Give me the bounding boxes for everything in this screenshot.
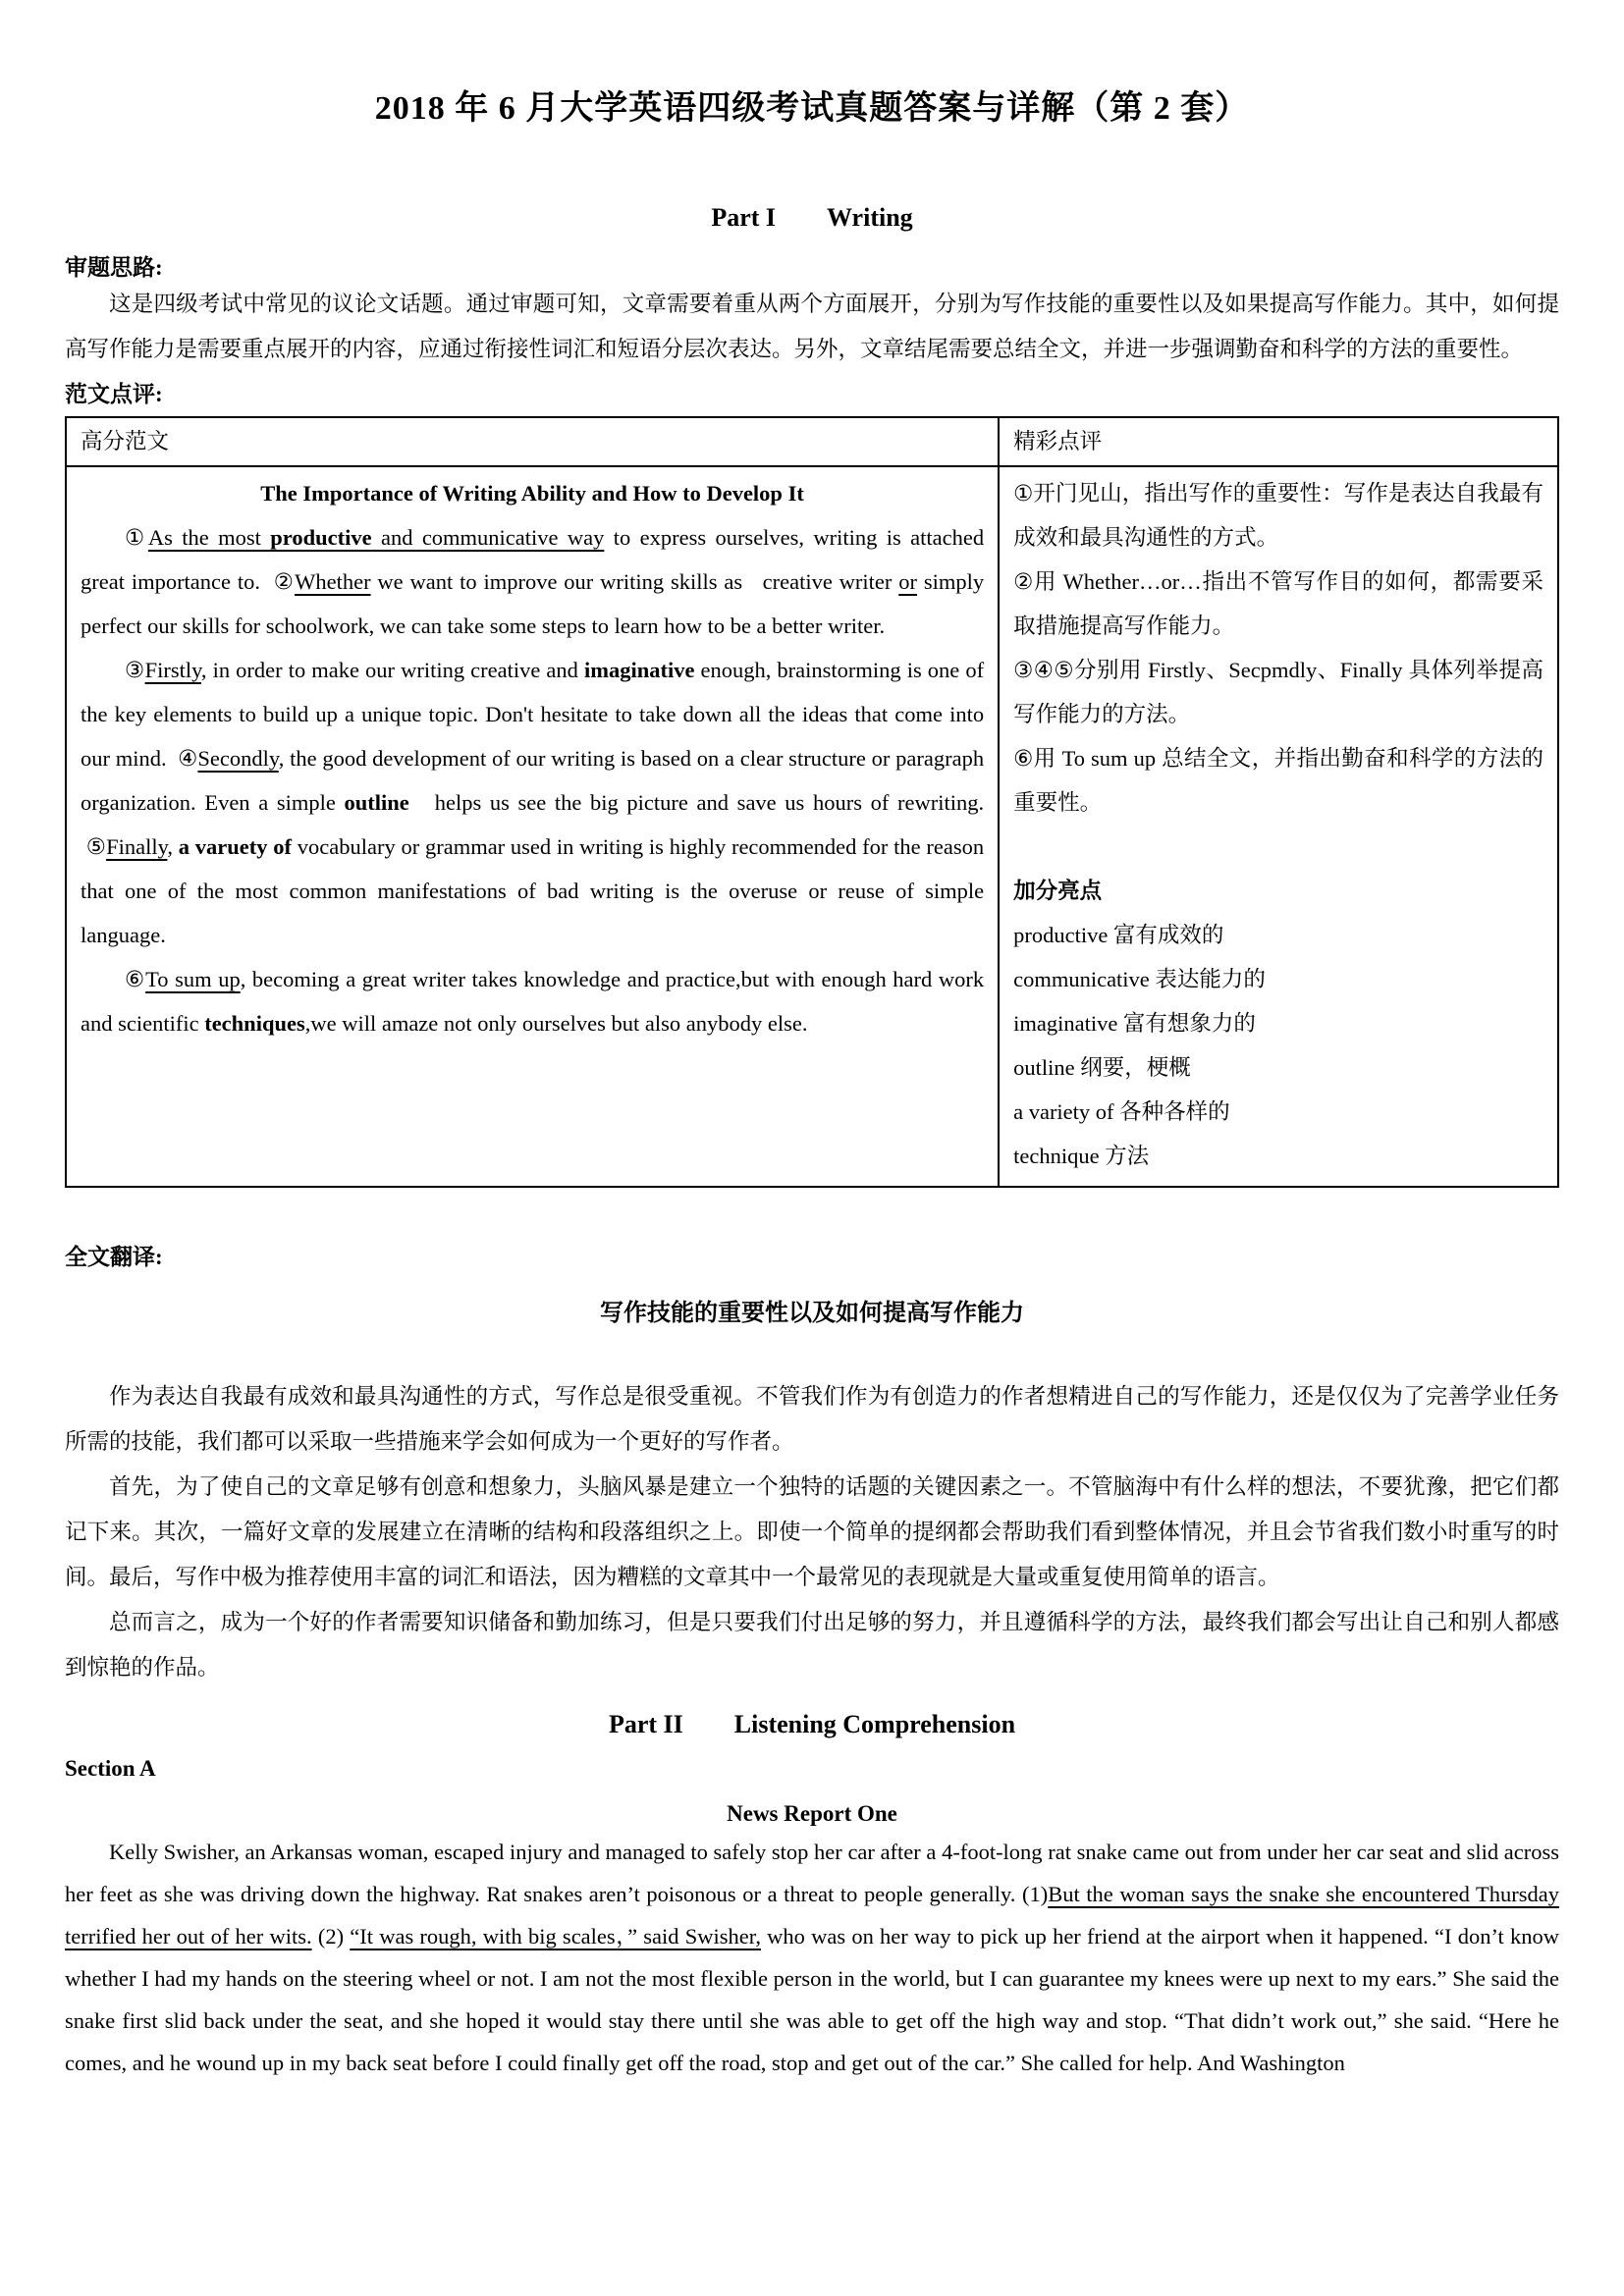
vocab-item-1: productive 富有成效的 [1013,923,1224,947]
analysis-paragraph: 这是四级考试中常见的议论文话题。通过审题可知，文章需要着重从两个方面展开，分别为写作技能的重要性以及如果提高写作能力。其中，如何提高写作能力是需要重点展开的内容，应通过衔接性词汇和短语分层次表达。另外，文章结尾需要总结全文，并进一步强调勤奋和科学的方法的重要性。 [65,292,1559,361]
essay-paragraph-2: ③Firstly, in order to make our writing creative and imaginative enough, brainstorming is one of the key elements to build up a unique topic. Don't hesitate to take down all the ideas that come into our mind. ④Secondly, the good development of our writing is based on a clear structure or paragraph organization. Even a simple outline helps us see the big picture and save us hours of rewriting. ⑤Finally, a varuety of vocabulary or grammar used in writing is highly recommended for the reason that one of the most common manifestations of bad writing is the overuse or reuse of simple language. [81,658,985,947]
essay-paragraph-3: ⑥To sum up, becoming a great writer takes knowledge and practice,but with enough hard work and scientific techniques,we will amaze not only ourselves but also anybody else. [81,967,985,1036]
comment-item-2: ②用 Whether…or…指出不管写作目的如何，都需要采取措施提高写作能力。 [1013,569,1543,638]
translation-label: 全文翻译: [65,1245,163,1269]
vocab-item-6: technique 方法 [1013,1144,1150,1168]
essay-review-table [65,416,1559,1188]
table-body-row [66,466,1558,1187]
comment-cell [999,466,1558,1187]
table-header-row [66,417,1558,466]
translation-paragraph-1: 作为表达自我最有成效和最具沟通性的方式，写作总是很受重视。不管我们作为有创造力的作者想精进自己的写作能力，还是仅仅为了完善学业任务所需的技能，我们都可以采取一些措施来学会如何成为一个更好的写作者。 [65,1384,1559,1454]
vocab-item-5: a variety of 各种各样的 [1013,1099,1230,1124]
comment-item-1: ①开门见山，指出写作的重要性：写作是表达自我最有成效和最具沟通性的方式。 [1013,481,1543,550]
review-label: 范文点评: [65,382,163,406]
comment-item-4: ⑥用 To sum up 总结全文，并指出勤奋和科学的方法的重要性。 [1013,746,1543,815]
section-a-label: Section A [65,1756,156,1781]
translation-paragraph-3: 总而言之，成为一个好的作者需要知识储备和勤加练习，但是只要我们付出足够的努力，并且遵循科学的方法，最终我们都会写出让自己和别人都感到惊艳的作品。 [65,1610,1559,1680]
comment-item-3: ③④⑤分别用 Firstly、Secpmdly、Finally 具体列举提高写作能力的方法。 [1013,658,1543,726]
vocab-item-4: outline 纲要，梗概 [1013,1055,1191,1080]
part2-heading: Part II Listening Comprehension [608,1710,1016,1738]
page-title: 2018 年 6 月大学英语四级考试真题答案与详解（第 2 套） [374,90,1250,127]
essay-paragraph-1: ①As the most productive and communicative way to express ourselves, writing is attached great importance to. ②Whether we want to improve our writing skills as creative writer or simply perfect our skills for schoolwork, we can take some steps to learn how to be a better writer. [81,525,985,638]
vocab-item-2: communicative 表达能力的 [1013,967,1266,991]
essay-title: The Importance of Writing Ability and How to Develop It [260,481,804,506]
translation-paragraph-2: 首先，为了使自己的文章足够有创意和想象力，头脑风暴是建立一个独特的话题的关键因素之一。不管脑海中有什么样的想法，不要犹豫，把它们都记下来。其次，一篇好文章的发展建立在清晰的结构和段落组织之上。即使一个简单的提纲都会帮助我们看到整体情况，并且会节省我们数小时重写的时间。最后，写作中极为推荐使用丰富的词汇和语法，因为糟糕的文章其中一个最常见的表现就是大量或重复使用简单的语言。 [65,1474,1559,1589]
news-report-title: News Report One [727,1801,897,1826]
highlights-label: 加分亮点 [1013,879,1103,903]
essay-cell [66,466,999,1187]
translation-title: 写作技能的重要性以及如何提高写作能力 [600,1300,1024,1326]
part1-heading: Part I Writing [711,203,913,232]
vocab-item-3: imaginative 富有想象力的 [1013,1011,1256,1036]
essay-column-header: 高分范文 [66,417,999,466]
comment-column-header: 精彩点评 [999,417,1558,466]
analysis-label: 审题思路: [65,255,163,280]
news-report-paragraph: Kelly Swisher, an Arkansas woman, escaped injury and managed to safely stop her car after a 4-foot-long rat snake came out from under her car seat and slid across her feet as she was driving down the highway. Rat snakes aren’t poisonous or a threat to people generally. (1)But the woman says the snake she encountered Thursday terrified her out of her wits. (2) “It was rough, with big scales，” said Swisher, who was on her way to pick up her friend at the airport when it happened. “I don’t know whether I had my hands on the steering wheel or not. I am not the most flexible person in the world, but I can guarantee my knees were up next to my ears.” She said the snake first slid back under the seat, and she hoped it would stay there until she was able to get off the high way and stop. “That didn’t work out,” she said. “Here he comes, and he wound up in my back seat before I could finally get off the road, stop and get out of the car.” She called for help. And Washington [65,1840,1559,2075]
